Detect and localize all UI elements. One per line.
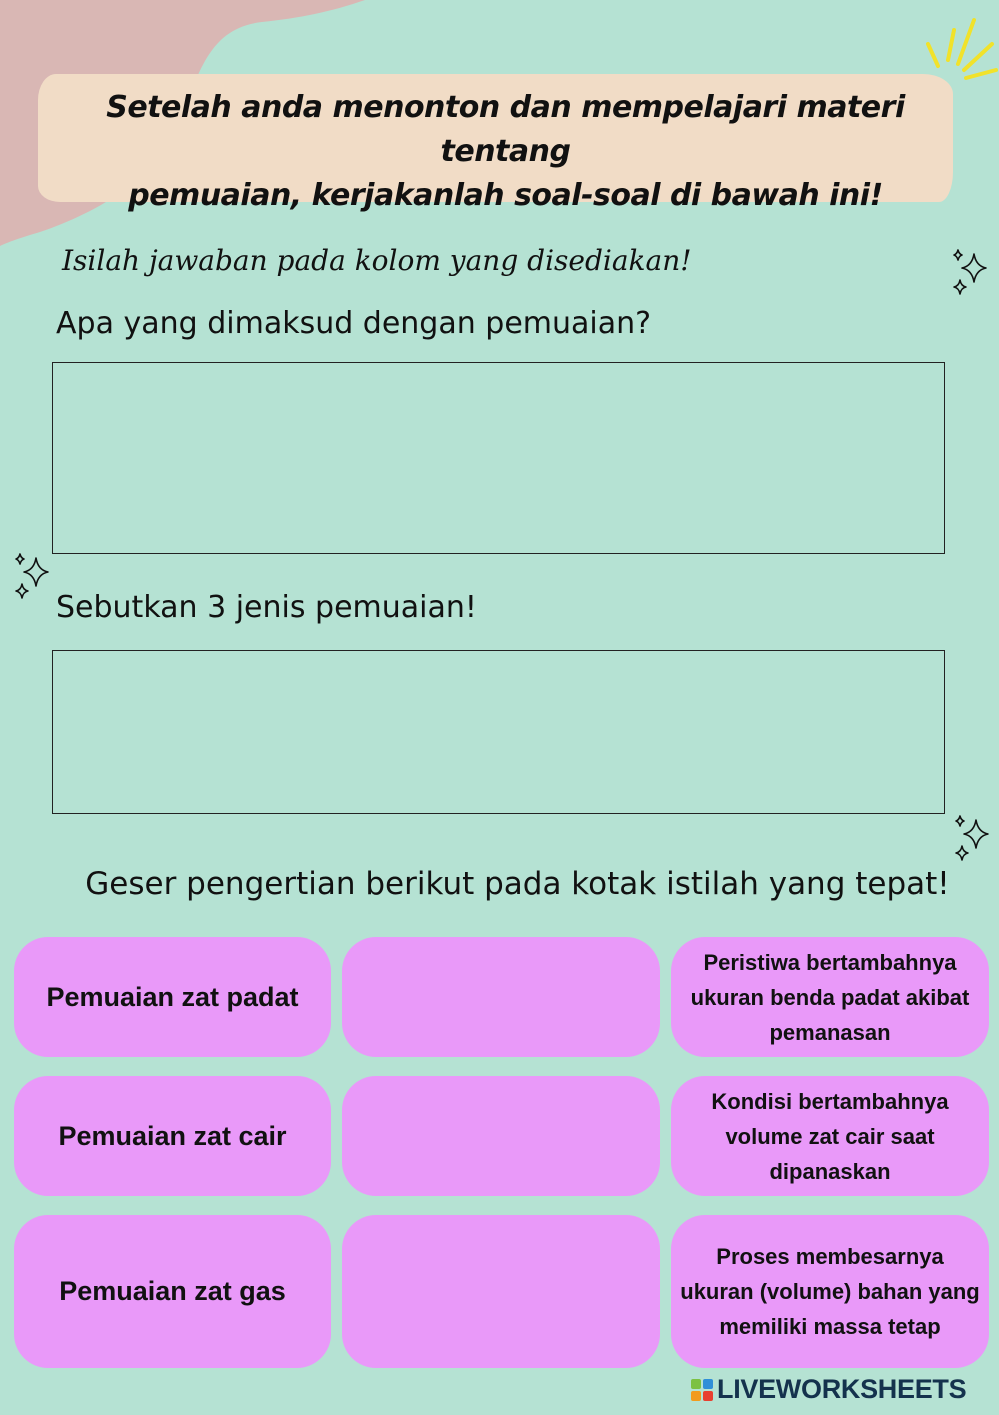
- term-card-1: Pemuaian zat padat: [14, 937, 331, 1057]
- sparkle-icon: [12, 550, 54, 602]
- page-title-line-2: pemuaian, kerjakanlah soal-soal di bawah ini!: [128, 178, 883, 213]
- sparkle-icon: [950, 246, 992, 298]
- liveworksheets-logo-icon: [690, 1378, 714, 1402]
- question-1: Apa yang dimaksud dengan pemuaian?: [56, 306, 652, 341]
- drag-instruction: Geser pengertian berikut pada kotak istilah yang tepat!: [85, 866, 950, 902]
- drop-slot-2[interactable]: [342, 1076, 660, 1196]
- definition-card-3[interactable]: Proses membesarnya ukuran (volume) bahan yang memiliki massa tetap: [671, 1215, 989, 1368]
- answer-box-2[interactable]: [52, 650, 945, 814]
- answer-box-1[interactable]: [52, 362, 945, 554]
- definition-card-2[interactable]: Kondisi bertambahnya volume zat cair saat dipanaskan: [671, 1076, 989, 1196]
- drop-slot-1[interactable]: [342, 937, 660, 1057]
- page-title-line-1: Setelah anda menonton dan mempelajari materi tentang: [106, 90, 905, 169]
- definition-card-1[interactable]: Peristiwa bertambahnya ukuran benda padat akibat pemanasan: [671, 937, 989, 1057]
- liveworksheets-brand: [690, 1374, 966, 1405]
- instruction-text: Isilah jawaban pada kolom yang disediakan!: [62, 244, 692, 277]
- question-2: Sebutkan 3 jenis pemuaian!: [56, 590, 477, 625]
- drop-slot-3[interactable]: [342, 1215, 660, 1368]
- sparkle-icon: [952, 812, 994, 864]
- page-title: [58, 86, 953, 218]
- term-card-2: Pemuaian zat cair: [14, 1076, 331, 1196]
- brand-label: LIVEWORKSHEETS: [717, 1374, 967, 1404]
- term-card-3: Pemuaian zat gas: [14, 1215, 331, 1368]
